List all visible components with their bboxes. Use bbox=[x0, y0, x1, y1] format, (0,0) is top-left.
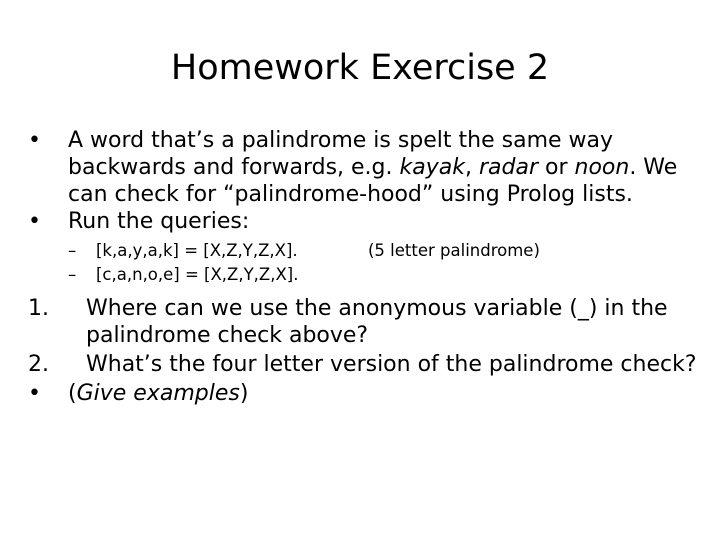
query-code: [c,a,n,o,e] = [X,Z,Y,Z,X]. bbox=[96, 265, 299, 284]
paren-open: ( bbox=[68, 381, 77, 406]
question-2 bbox=[28, 351, 698, 378]
slide-title: Homework Exercise 2 bbox=[170, 48, 550, 88]
question-text: What’s the four letter version of the palindrome check? bbox=[86, 352, 697, 377]
bullet-mark: • bbox=[28, 381, 41, 406]
example-word-radar: radar bbox=[478, 155, 538, 180]
bullet-palindrome-definition bbox=[28, 127, 698, 208]
bullet-text: A word that’s a palindrome is spelt the same way backwards and forwards, e.g. bbox=[68, 128, 614, 180]
bullet-mark: • bbox=[28, 128, 41, 153]
example-word-noon: noon bbox=[574, 155, 630, 180]
number-mark: 1. bbox=[28, 296, 49, 321]
paren-close: ) bbox=[239, 381, 249, 406]
number-mark: 2. bbox=[28, 352, 49, 377]
example-word-kayak: kayak bbox=[399, 155, 465, 180]
separator-or: or bbox=[538, 155, 575, 180]
give-examples-text: Give examples bbox=[76, 381, 240, 406]
dash-mark: – bbox=[68, 265, 77, 284]
query-canoe bbox=[28, 263, 698, 287]
bullet-text-continued: . We can check for “palindrome-hood” using Prolog lists. bbox=[68, 155, 678, 207]
query-kayak bbox=[28, 239, 698, 263]
bullet-run-queries bbox=[28, 208, 698, 235]
question-1 bbox=[28, 295, 698, 349]
separator-comma: , bbox=[464, 155, 479, 180]
dash-mark: – bbox=[68, 241, 77, 260]
bullet-give-examples bbox=[28, 380, 698, 407]
bullet-text: Run the queries: bbox=[68, 209, 250, 234]
query-code: [k,a,y,a,k] = [X,Z,Y,Z,X]. bbox=[96, 241, 298, 260]
question-text: Where can we use the anonymous variable (_) in the palindrome check above? bbox=[86, 296, 668, 348]
slide-body bbox=[28, 127, 698, 407]
bullet-mark: • bbox=[28, 209, 41, 234]
query-note: (5 letter palindrome) bbox=[368, 241, 540, 260]
